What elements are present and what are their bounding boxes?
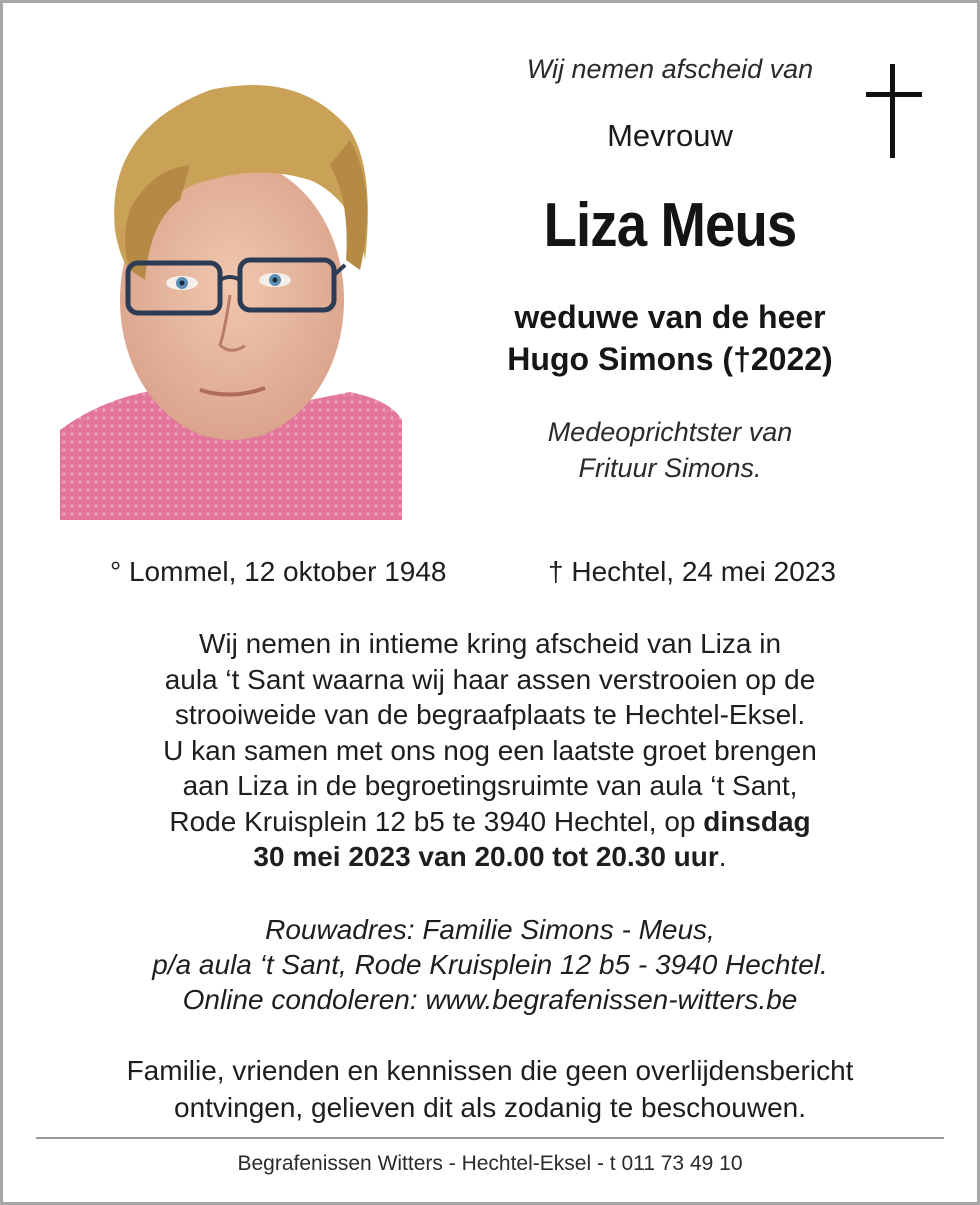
notice-line: Familie, vrienden en kennissen die geen overlijdensbericht <box>126 1055 854 1086</box>
ceremony-line <box>0 804 980 840</box>
condolence-link[interactable]: Online condoleren: www.begrafenissen-witters.be <box>182 984 798 1015</box>
address-line: Rouwadres: Familie Simons - Meus, <box>265 914 715 945</box>
ceremony-line: aula ‘t Sant waarna wij haar assen verstrooien op de <box>164 663 816 695</box>
footer-divider <box>36 1137 944 1139</box>
portrait-photo <box>60 70 402 520</box>
role-line-2: Frituur Simons. <box>578 453 762 483</box>
deceased-name: Liza Meus <box>543 191 797 260</box>
ceremony-line <box>0 839 980 875</box>
ceremony-line: Wij nemen in intieme kring afscheid van Liza in <box>198 628 782 659</box>
ceremony-text <box>0 626 980 875</box>
spouse-line-2: Hugo Simons (†2022) <box>507 341 833 377</box>
ceremony-line: U kan samen met ons nog een laatste groet brengen <box>163 734 817 766</box>
spouse-line-1: weduwe van de heer <box>514 299 826 335</box>
ceremony-period: . <box>718 841 727 872</box>
role-line-1: Medeoprichtster van <box>547 417 793 447</box>
death-date: † Hechtel, 24 mei 2023 <box>548 556 836 587</box>
spouse-info <box>460 296 880 380</box>
ceremony-location: Rode Kruisplein 12 b5 te 3940 Hechtel, op <box>169 805 704 837</box>
mourning-address <box>0 912 980 1017</box>
ceremony-time: 30 mei 2023 van 20.00 tot 20.30 uur <box>253 841 719 872</box>
honorific: Mevrouw <box>607 118 733 153</box>
intro-text: Wij nemen afscheid van <box>526 54 814 84</box>
role-info <box>460 414 880 486</box>
ceremony-day: dinsdag <box>703 805 811 837</box>
notice-line: ontvingen, gelieven dit als zodanig te beschouwen. <box>174 1092 806 1123</box>
notice-text <box>0 1052 980 1126</box>
ceremony-line: aan Liza in de begroetingsruimte van aula ‘t Sant, <box>182 770 798 801</box>
ceremony-line: strooiweide van de begraafplaats te Hechtel-Eksel. <box>174 699 806 730</box>
address-line: p/a aula ‘t Sant, Rode Kruisplein 12 b5 - 3940 Hechtel. <box>152 949 828 980</box>
birth-date: ° Lommel, 12 oktober 1948 <box>110 556 447 587</box>
funeral-home-footer: Begrafenissen Witters - Hechtel-Eksel - t 011 73 49 10 <box>237 1152 743 1175</box>
